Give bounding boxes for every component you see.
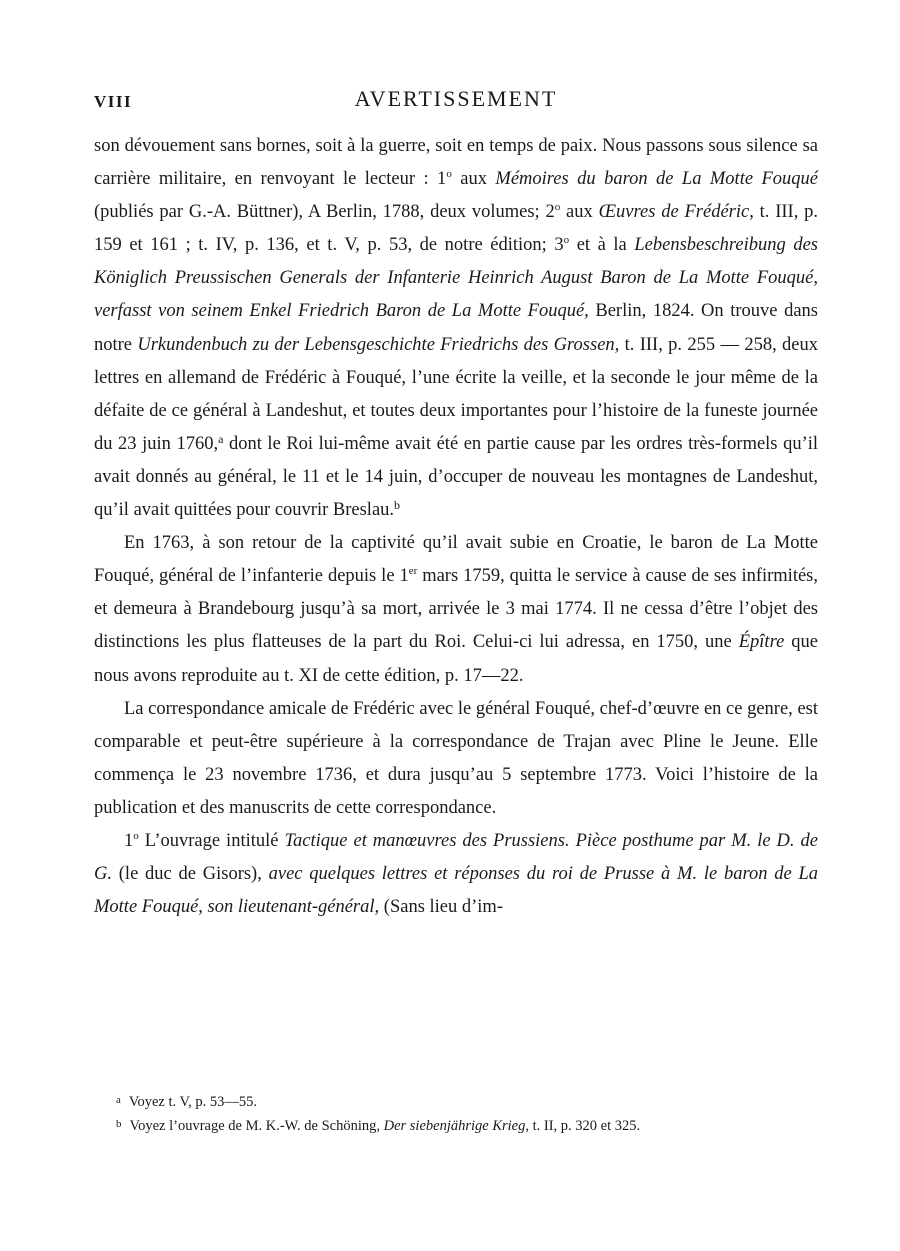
title-lettres: avec quelques lettres et réponses du roi de Prusse à M. le baron de La Motte Fouqué, son lieutenant-général, [94, 864, 819, 918]
paragraph-3: La correspondance amicale de Frédéric avec le général Fouqué, chef-d’œuvre en ce genre, est comparable et peut-être supérieure à la correspondance de Trajan avec Pline le Jeune. Elle commença le 23 novembre 1736, et dura jusqu’au 5 septembre 1773. Voici l’histoire de la publication et des manuscrits de cette correspondance. [94, 698, 818, 818]
title-urkundenbuch: Urkundenbuch zu der Lebensgeschichte Friedrichs des Grossen, [137, 334, 620, 355]
title-epitre: Épître [738, 632, 785, 653]
footnote-mark-b: b [116, 1118, 122, 1130]
footnote-ref-b[interactable]: b [394, 498, 401, 513]
paragraph-4: 1$^o$ L’ouvrage intitulé Tactique et manœuvres des Prussiens. Pièce posthume par M. le D. de G. (le duc de Gisors), avec quelques lettres et réponses du roi de Prusse à M. le baron de La Motte Fouqué, son lieutenant-général, (Sans lieu d’im- [94, 829, 819, 918]
title-tactique: Tactique et manœuvres des Prussiens. Pièce posthume par M. le D. de G. [94, 830, 818, 885]
title-lebensbeschreibung: Lebensbeschreibung des Königlich Preussischen Generals der Infanterie Heinrich August Baron de La Motte Fouqué, verfasst von seinem Enkel Friedrich Baron de La Motte Fouqué, [94, 235, 818, 322]
title-oeuvres: Œuvres de Frédéric [598, 202, 750, 223]
body-text [94, 130, 818, 924]
paragraph-2: En 1763, à son retour de la captivité qu’il avait subie en Croatie, le baron de La Motte Fouqué, général de l’infanterie depuis le 1er mars 1759, quitta le service à cause de ses infirmités, et demeura à Brandebourg jusqu’à sa mort, arrivée le 3 mai 1774. Il ne cessa d’être l’objet des distinctions les plus flatteuses de la part du Roi. Celui-ci lui adressa, en 1750, une Épître que nous avons reproduite au t. XI de cette édition, p. 17—22. [94, 533, 818, 686]
footnotes [116, 1089, 816, 1137]
running-head [94, 86, 818, 116]
footnote-b: $^b$ Voyez l’ouvrage de M. K.-W. de Schöning, Der siebenjährige Krieg, t. II, p. 320 et 325. [116, 1118, 641, 1134]
footnote-a: $^a$ Voyez t. V, p. 53—55. [116, 1094, 257, 1110]
footnote-ref-a[interactable]: a [218, 431, 224, 446]
paragraph-1: son dévouement sans bornes, soit à la guerre, soit en temps de paix. Nous passons sous silence sa carrière militaire, en renvoyant le lecteur : 1$^o$ aux Mémoires du baron de La Motte Fouqué (publiés par G.-A. Büttner), A Berlin, 1788, deux volumes; 2$^o$ aux Œuvres de Frédéric, t. III, p. 159 et 161 ; t. IV, p. 136, et t. V, p. 53, de notre édition; 3$^o$ et à la Lebensbeschreibung des Königlich Preussischen Generals der Infanterie Heinrich August Baron de La Motte Fouqué, verfasst von seinem Enkel Friedrich Baron de La Motte Fouqué, Berlin, 1824. On trouve dans notre Urkundenbuch zu der Lebensgeschichte Friedrichs des Grossen, t. III, p. 255 — 258, deux lettres en allemand de Frédéric à Fouqué, l’une écrite la veille, et la seconde le jour même de la défaite de ce général à Landeshut, et toutes deux importantes pour l’histoire de la funeste journée du 23 juin 1760,$^a$ dont le Roi lui-même avait été en partie cause par les ordres très-formels qu’il avait donnés au général, le 11 et le 14 juin, d’occuper de nouveau les montagnes de Landeshut, qu’il avait quittées pour couvrir Breslau.$^b$ [94, 136, 819, 521]
footnote-mark-a: a [116, 1094, 121, 1106]
page-number: VIII [94, 92, 133, 111]
page-title: AVERTISSEMENT [354, 86, 558, 111]
title-memoires: Mémoires du baron de La Motte Fouqué [495, 169, 818, 190]
